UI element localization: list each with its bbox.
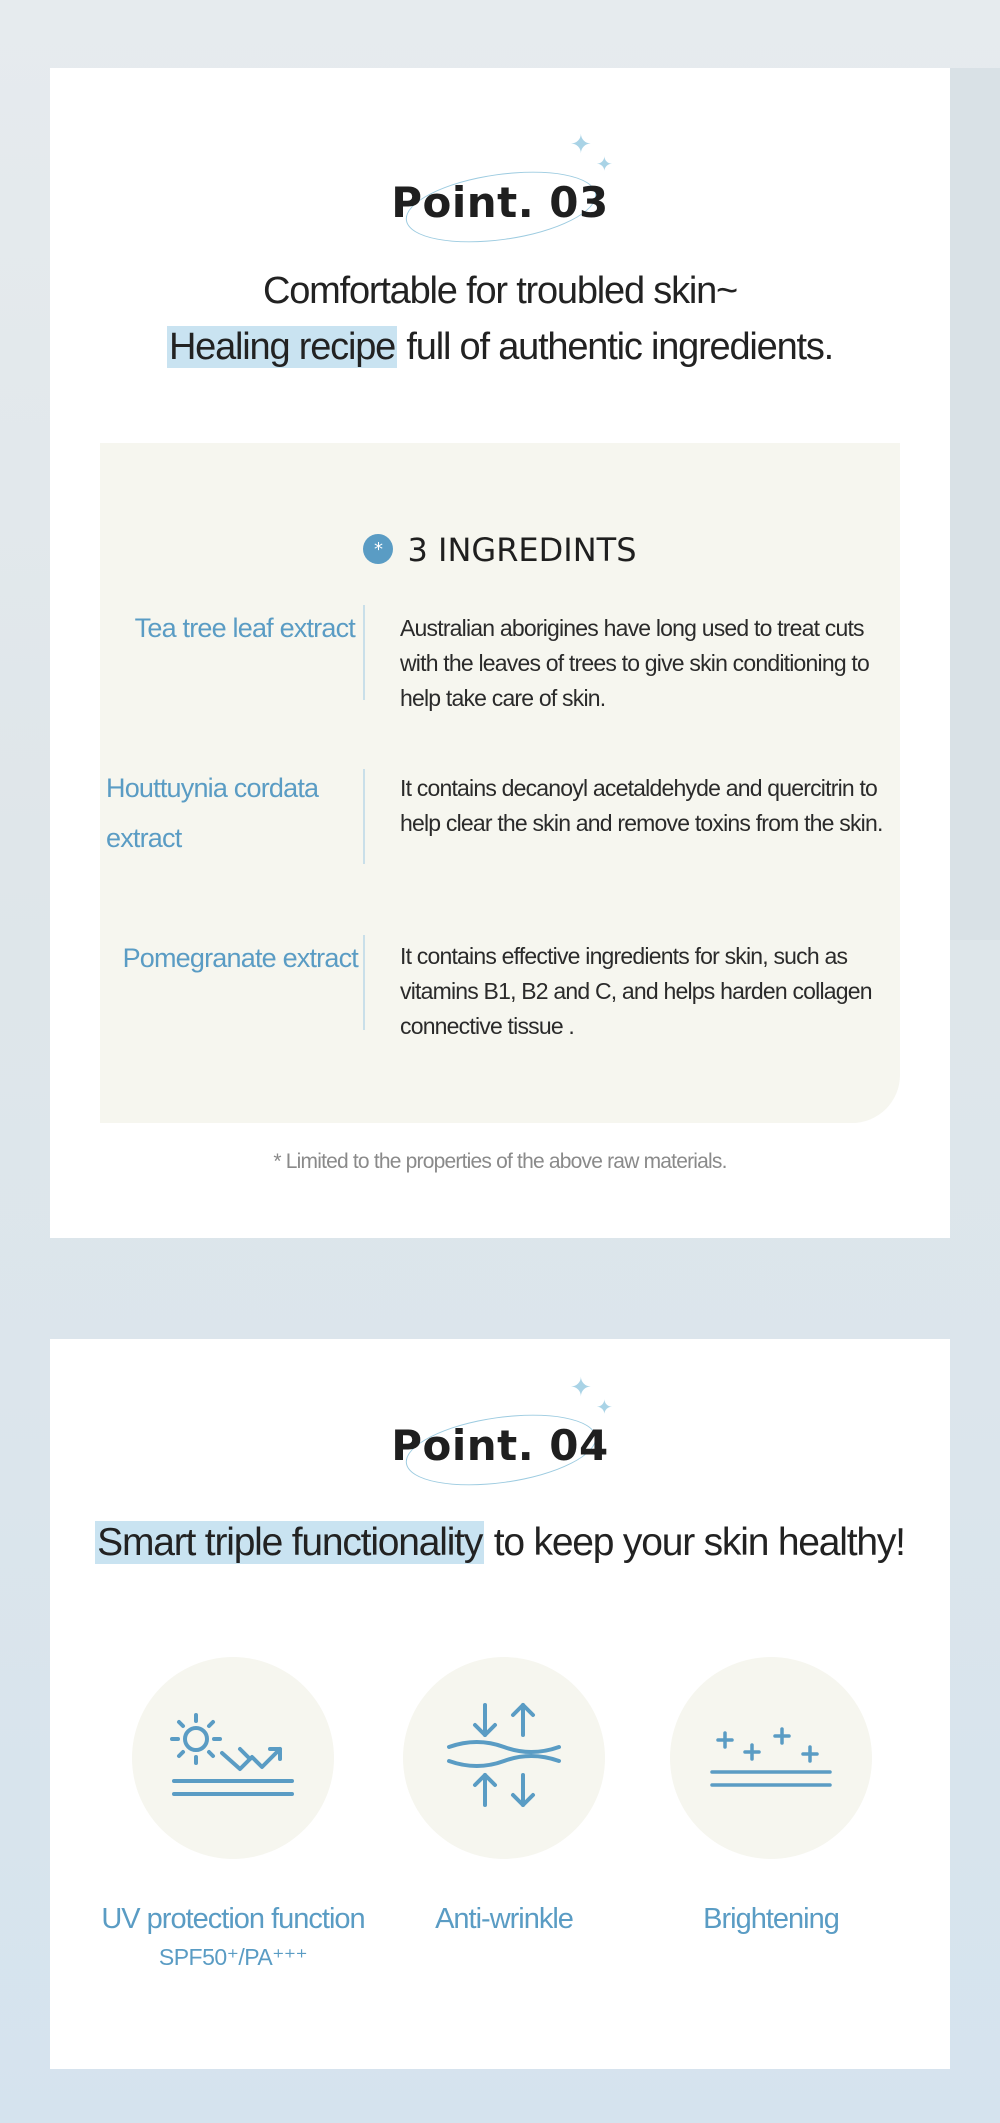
headline-highlight: Smart triple functionality: [97, 1521, 483, 1564]
feature-label: Anti-wrinkle: [435, 1903, 573, 1935]
sparkle-icon: ✦: [570, 130, 592, 160]
sun-uv-icon: [132, 1657, 334, 1859]
point-03-title: Point. 03: [391, 178, 609, 227]
ingredients-heading-text: 3 INGREDINTS: [407, 531, 637, 569]
sparkle-icon: ✦: [596, 1395, 613, 1419]
headline-line-2: [50, 319, 950, 375]
divider: [363, 605, 365, 700]
feature-label: Brightening: [703, 1903, 839, 1935]
headline-rest: full of authentic ingredients.: [397, 326, 834, 368]
point-04-headline: [50, 1515, 950, 1571]
point-04-badge: [50, 1373, 950, 1489]
divider: [363, 769, 365, 864]
anti-wrinkle-arrows-icon: [403, 1657, 605, 1859]
asterisk-icon: *: [363, 534, 393, 564]
point-03-card: [50, 68, 950, 1238]
sparkle-icon: ✦: [596, 152, 613, 176]
ingredient-description: It contains effective ingredients for skin, such as vitamins B1, B2 and C, and helps harden collagen connective tissue .: [400, 943, 872, 1039]
ingredient-description: Australian aborigines have long used to treat cuts with the leaves of trees to give skin conditioning to help take care of skin.: [400, 615, 870, 711]
headline-rest: to keep your skin healthy!: [484, 1521, 905, 1564]
feature-brightening: [631, 1657, 911, 1936]
divider: [363, 935, 365, 1030]
feature-circle: [132, 1657, 334, 1859]
headline-line-1: Comfortable for troubled skin~: [262, 270, 738, 312]
feature-circle: [670, 1657, 872, 1859]
ingredient-name: Pomegranate extract: [122, 943, 358, 973]
headline-highlight: Healing recipe: [168, 326, 396, 368]
point-04-card: [50, 1339, 950, 2069]
ingredients-panel: [100, 443, 900, 1123]
ingredient-name: Tea tree leaf extract: [134, 613, 355, 643]
ingredients-heading: [100, 531, 900, 569]
point-03-headline: [50, 263, 950, 375]
ingredient-description: It contains decanoyl acetaldehyde and quercitrin to help clear the skin and remove toxins from the skin.: [400, 775, 883, 836]
sparkle-brightening-icon: [670, 1657, 872, 1859]
feature-circle: [403, 1657, 605, 1859]
feature-uv-protection: [93, 1657, 373, 1971]
feature-anti-wrinkle: [364, 1657, 644, 1936]
point-03-badge: [50, 130, 950, 246]
feature-sublabel: SPF50⁺/PA⁺⁺⁺: [158, 1944, 308, 1970]
feature-label: UV protection function: [101, 1903, 365, 1935]
footnote: * Limited to the properties of the above raw materials.: [273, 1150, 727, 1173]
ingredient-name: Houttuynia cordata extract: [106, 773, 319, 853]
sparkle-icon: ✦: [570, 1373, 592, 1403]
background-shade: [949, 68, 1000, 940]
point-04-title: Point. 04: [391, 1421, 609, 1470]
